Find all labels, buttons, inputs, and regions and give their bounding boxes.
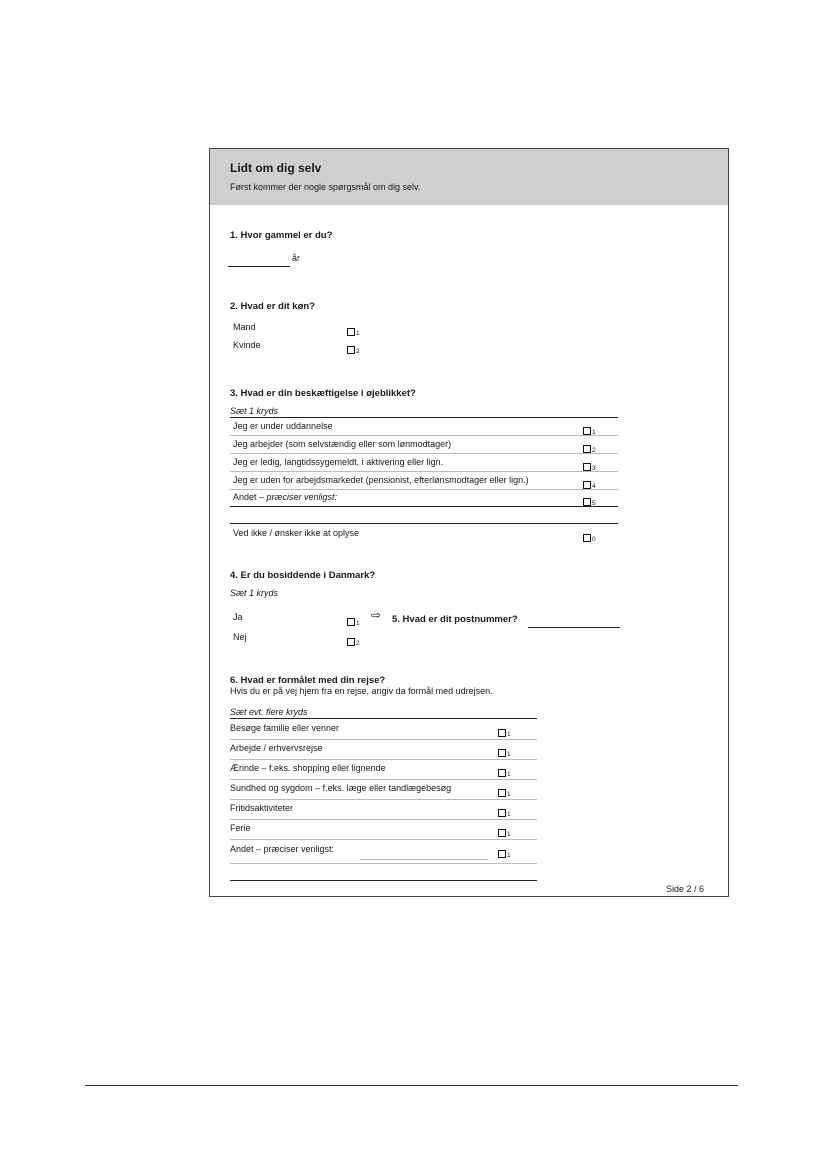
- checkbox-icon: [583, 427, 591, 435]
- section-header: [210, 149, 728, 205]
- row-divider: [230, 489, 618, 490]
- table-rule: [230, 417, 618, 418]
- option-code: 2: [592, 447, 596, 454]
- checkbox-icon: [498, 769, 506, 777]
- option-code: 1: [356, 620, 360, 627]
- checkbox-occupation-4[interactable]: [583, 475, 596, 493]
- option-label: Jeg er under uddannelse: [233, 421, 333, 431]
- option-label: [233, 492, 337, 502]
- option-label: Nej: [233, 632, 247, 642]
- table-rule: [230, 880, 537, 881]
- age-input-line[interactable]: [228, 266, 290, 267]
- checkbox-icon: [347, 346, 355, 354]
- checkbox-icon: [347, 618, 355, 626]
- question-3: 3. Hvad er din beskæftigelse i øjeblikket?: [230, 388, 416, 399]
- option-label: Arbejde / erhvervsrejse: [230, 743, 323, 753]
- instruction: Sæt 1 kryds: [230, 406, 279, 416]
- table-rule: [230, 523, 618, 524]
- option-code: 1: [592, 429, 596, 436]
- postal-code-input-line[interactable]: [528, 627, 620, 628]
- question-1: 1. Hvor gammel er du?: [230, 230, 333, 241]
- row-divider: [230, 819, 537, 820]
- option-label: Ærinde – f.eks. shopping eller lignende: [230, 763, 386, 773]
- checkbox-icon: [498, 729, 506, 737]
- row-divider: [230, 453, 618, 454]
- row-divider: [230, 839, 537, 840]
- checkbox-occupation-3[interactable]: [583, 457, 596, 475]
- question-2: 2. Hvad er dit køn?: [230, 301, 315, 312]
- option-label: Ferie: [230, 823, 251, 833]
- checkbox-icon: [583, 481, 591, 489]
- row-divider: [230, 863, 537, 864]
- checkbox-occupation-2[interactable]: [583, 439, 596, 457]
- option-code: 1: [356, 330, 360, 337]
- checkbox-icon: [583, 445, 591, 453]
- option-label-italic: præciser venligst:: [266, 492, 338, 502]
- option-code: 4: [592, 483, 596, 490]
- checkbox-icon: [583, 534, 591, 542]
- question-5: 5. Hvad er dit postnummer?: [392, 614, 518, 625]
- question-4: 4. Er du bosiddende i Danmark?: [230, 570, 376, 581]
- option-label: Jeg er uden for arbejdsmarkedet (pensionist, efterlønsmodtager eller lign.): [233, 475, 529, 485]
- row-divider: [230, 779, 537, 780]
- checkbox-nej[interactable]: [347, 632, 360, 650]
- option-label: Mand: [233, 322, 256, 332]
- option-code: 5: [592, 500, 596, 507]
- checkbox-icon: [498, 829, 506, 837]
- age-unit: år: [292, 253, 301, 263]
- row-divider: [230, 759, 537, 760]
- section-title: Lidt om dig selv: [230, 161, 322, 175]
- checkbox-icon: [498, 789, 506, 797]
- option-label-prefix: Andet –: [233, 492, 267, 502]
- option-label: Sundhed og sygdom – f.eks. læge eller tandlægebesøg: [230, 783, 452, 793]
- option-code: 2: [356, 348, 360, 355]
- checkbox-occupation-dont-know[interactable]: [583, 528, 596, 546]
- row-divider: [230, 435, 618, 436]
- checkbox-purpose-other[interactable]: [498, 844, 511, 862]
- page-number: Side 2 / 6: [666, 884, 705, 894]
- question-note: Hvis du er på vej hjem fra en rejse, angiv da formål med udrejsen.: [230, 686, 493, 696]
- questionnaire-page: [209, 148, 729, 897]
- checkbox-mand[interactable]: [347, 322, 360, 340]
- option-code: 1: [507, 852, 511, 859]
- option-label: Jeg arbejder (som selvstændig eller som lønmodtager): [233, 439, 452, 449]
- checkbox-icon: [498, 809, 506, 817]
- section-subtitle: Først kommer der nogle spørgsmål om dig selv.: [230, 182, 421, 192]
- option-code: 1: [507, 751, 511, 758]
- option-label: Ja: [233, 612, 243, 622]
- option-code: 2: [356, 640, 360, 647]
- row-divider: [230, 799, 537, 800]
- option-code: 1: [507, 811, 511, 818]
- checkbox-icon: [347, 638, 355, 646]
- option-label: Kvinde: [233, 340, 261, 350]
- table-rule: [230, 718, 537, 719]
- option-label: Fritidsaktiviteter: [230, 803, 294, 813]
- option-code: 1: [507, 731, 511, 738]
- row-divider: [230, 739, 537, 740]
- checkbox-occupation-1[interactable]: [583, 421, 596, 439]
- option-code: 3: [592, 465, 596, 472]
- option-code: 0: [592, 536, 596, 543]
- option-label: Andet – præciser venligst:: [230, 844, 335, 854]
- row-divider: [230, 471, 618, 472]
- checkbox-icon: [498, 749, 506, 757]
- checkbox-occupation-5[interactable]: [583, 492, 596, 510]
- option-code: 1: [507, 791, 511, 798]
- question-6: 6. Hvad er formålet med din rejse?: [230, 675, 386, 686]
- other-purpose-input-line[interactable]: [360, 859, 488, 860]
- instruction: Sæt 1 kryds: [230, 588, 279, 598]
- option-code: 1: [507, 771, 511, 778]
- option-code: 1: [507, 831, 511, 838]
- option-label: Besøge familie eller venner: [230, 723, 340, 733]
- checkbox-icon: [583, 498, 591, 506]
- checkbox-icon: [583, 463, 591, 471]
- document-bottom-rule: [85, 1085, 738, 1086]
- option-label: Ved ikke / ønsker ikke at oplyse: [233, 528, 360, 538]
- table-rule: [230, 506, 618, 507]
- checkbox-icon: [347, 328, 355, 336]
- checkbox-kvinde[interactable]: [347, 340, 360, 358]
- option-label: Jeg er ledig, langtidssygemeldt, i aktivering eller lign.: [233, 457, 444, 467]
- checkbox-icon: [498, 850, 506, 858]
- checkbox-ja[interactable]: [347, 612, 360, 630]
- arrow-right-icon: ⇨: [371, 608, 382, 622]
- instruction: Sæt evt. flere kryds: [230, 707, 308, 717]
